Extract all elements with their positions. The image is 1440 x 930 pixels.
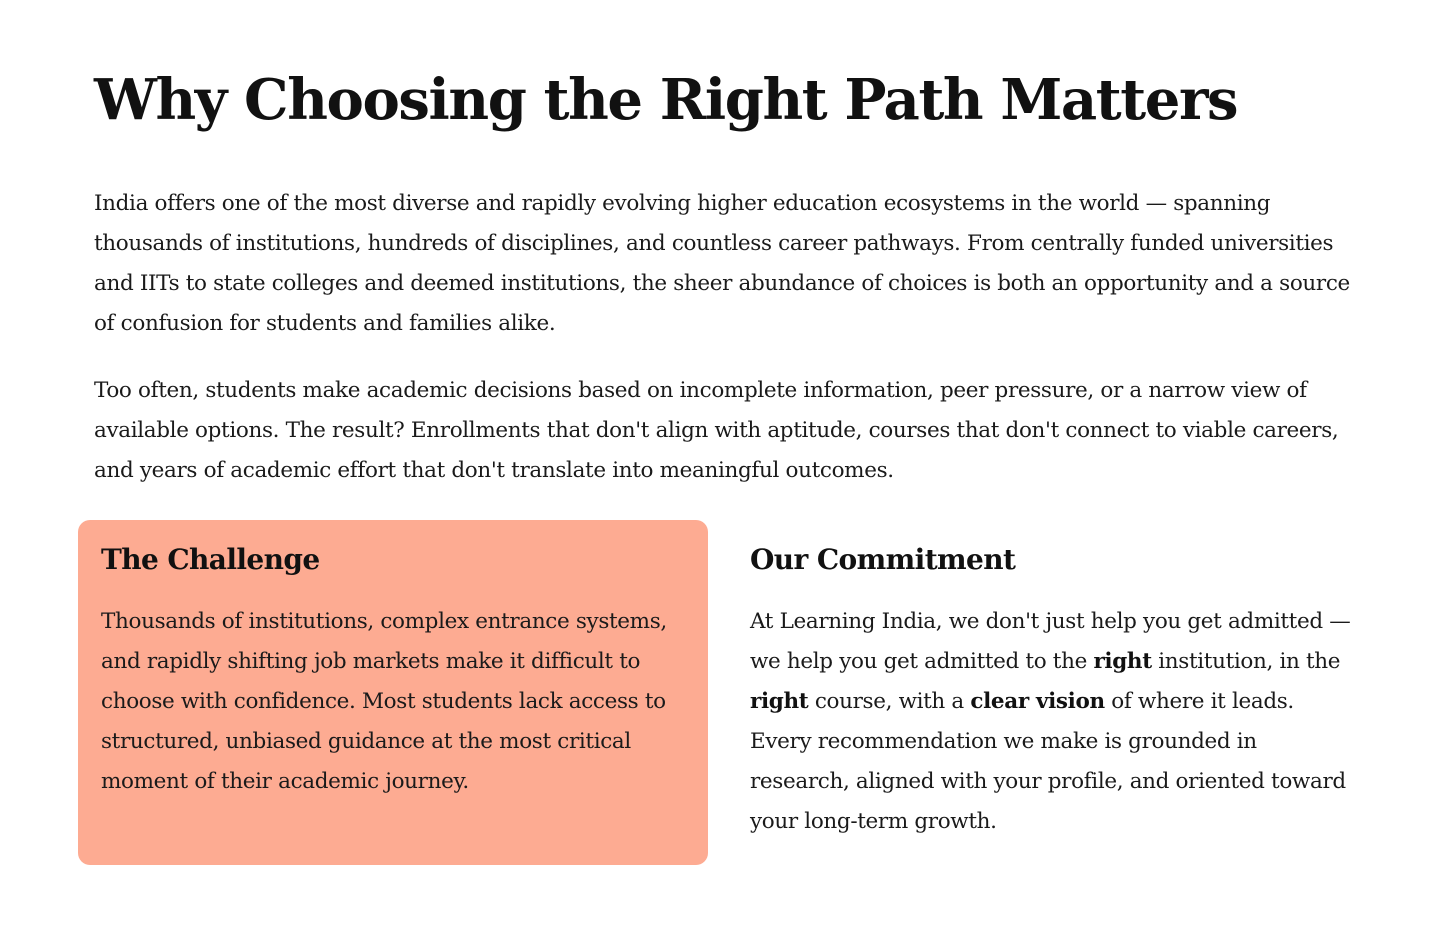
commitment-text-part: At Learning India, we don't just help you get admitted — we help you get admitted to the <box>750 609 1351 674</box>
commitment-section <box>750 540 1360 842</box>
challenge-card <box>78 520 708 865</box>
commitment-heading: Our Commitment <box>750 543 1016 576</box>
commitment-emphasis: right <box>750 689 809 714</box>
challenge-heading: The Challenge <box>101 543 320 576</box>
intro-paragraph: India offers one of the most diverse and rapidly evolving higher education ecosystems in the world — spanning thousands of institutions, hundreds of disciplines, and countless career pathways. From centrally funded universities and IITs to state colleges and deemed institutions, the sheer abundance of choices is both an opportunity and a source of confusion for students and families alike. <box>94 191 1350 336</box>
commitment-text-part: of where it leads. Every recommendation we make is grounded in research, aligned with your profile, and oriented toward your long-term growth. <box>750 689 1346 834</box>
commitment-text <box>750 602 1360 842</box>
commitment-emphasis: clear vision <box>970 689 1105 714</box>
page-title: Why Choosing the Right Path Matters <box>94 67 1238 133</box>
intro-paragraph: Too often, students make academic decisions based on incomplete information, peer pressure, or a narrow view of available options. The result? Enrollments that don't align with aptitude, courses that don't connect to viable careers, and years of academic effort that don't translate into meaningful outcomes. <box>94 378 1339 483</box>
commitment-emphasis: right <box>1093 649 1152 674</box>
commitment-text-part: institution, in the <box>1151 649 1341 674</box>
commitment-text-part: course, with a <box>808 689 971 714</box>
challenge-text: Thousands of institutions, complex entrance systems, and rapidly shifting job markets make it difficult to choose with confidence. Most students lack access to structured, unbiased guidance at the most critical moment of their academic journey. <box>101 609 667 794</box>
